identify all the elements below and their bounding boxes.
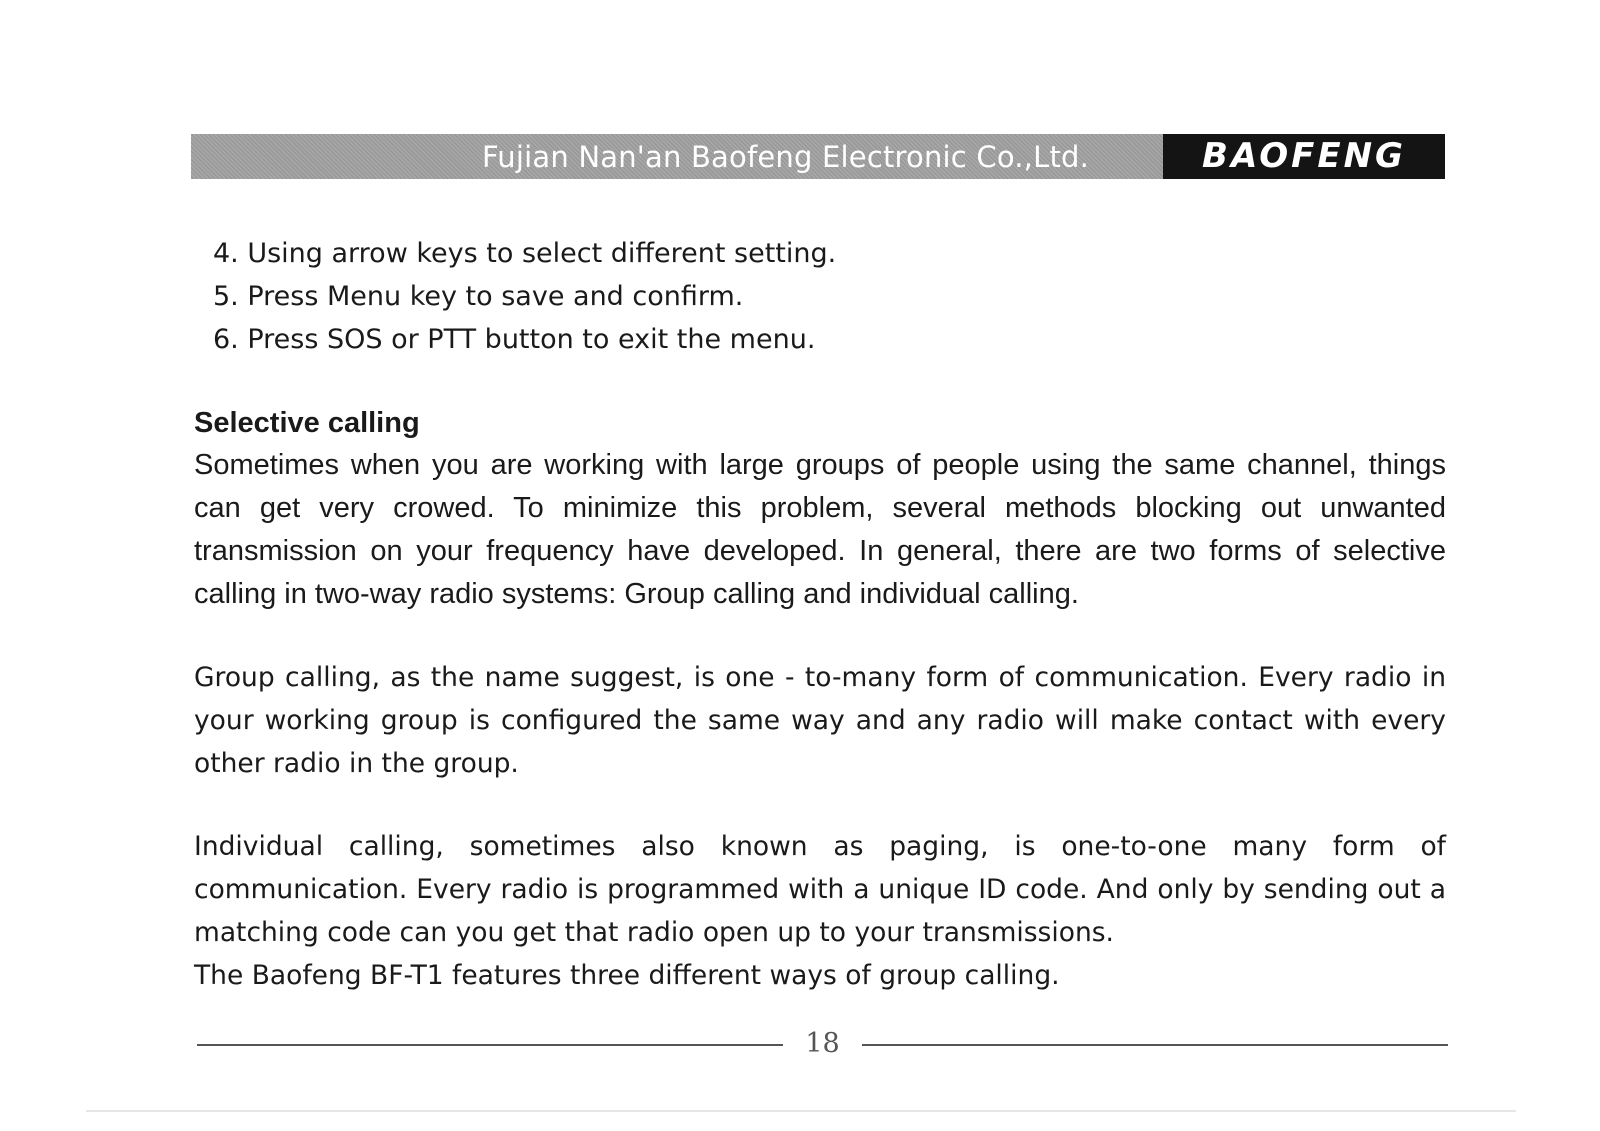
page-number: 18 bbox=[805, 1028, 840, 1059]
step-item-5: 5. Press Menu key to save and confirm. bbox=[213, 281, 744, 312]
baofeng-logo bbox=[1163, 134, 1445, 179]
step-item-4: 4. Using arrow keys to select different setting. bbox=[213, 238, 837, 269]
step-item-6: 6. Press SOS or PTT button to exit the menu. bbox=[213, 324, 816, 355]
group-calling-ways-paragraph: The Baofeng BF-T1 features three different ways of group calling. bbox=[194, 960, 1060, 991]
selective-calling-section bbox=[194, 402, 1446, 997]
group-calling-paragraph: Group calling, as the name suggest, is one - to-many form of communication. Every radio in your working group is configured the same way and any radio will make contact with every other radio in the group. bbox=[194, 662, 1446, 779]
individual-calling-paragraph: Individual calling, sometimes also known as paging, is one-to-one many form of communication. Every radio is programmed with a unique ID code. And only by sending out a matching code can you get that radio open up to your transmissions. bbox=[194, 831, 1446, 948]
header-company-name: Fujian Nan'an Baofeng Electronic Co.,Ltd. bbox=[482, 140, 1090, 174]
page-edge bbox=[86, 1110, 1516, 1112]
section-heading: Selective calling bbox=[194, 407, 420, 439]
logo-text: BAOFENG bbox=[1202, 136, 1406, 176]
footer-rule-left bbox=[197, 1044, 783, 1046]
selective-calling-intro-paragraph: Sometimes when you are working with large groups of people using the same channel, things can get very crowed. To minimize this problem, several methods blocking out unwanted transmission on your frequency have developed. In general, there are two forms of selective calling in two-way radio systems: Group calling and individual calling. bbox=[194, 449, 1446, 610]
menu-steps-list bbox=[213, 232, 836, 361]
footer-rule-right bbox=[862, 1044, 1448, 1046]
